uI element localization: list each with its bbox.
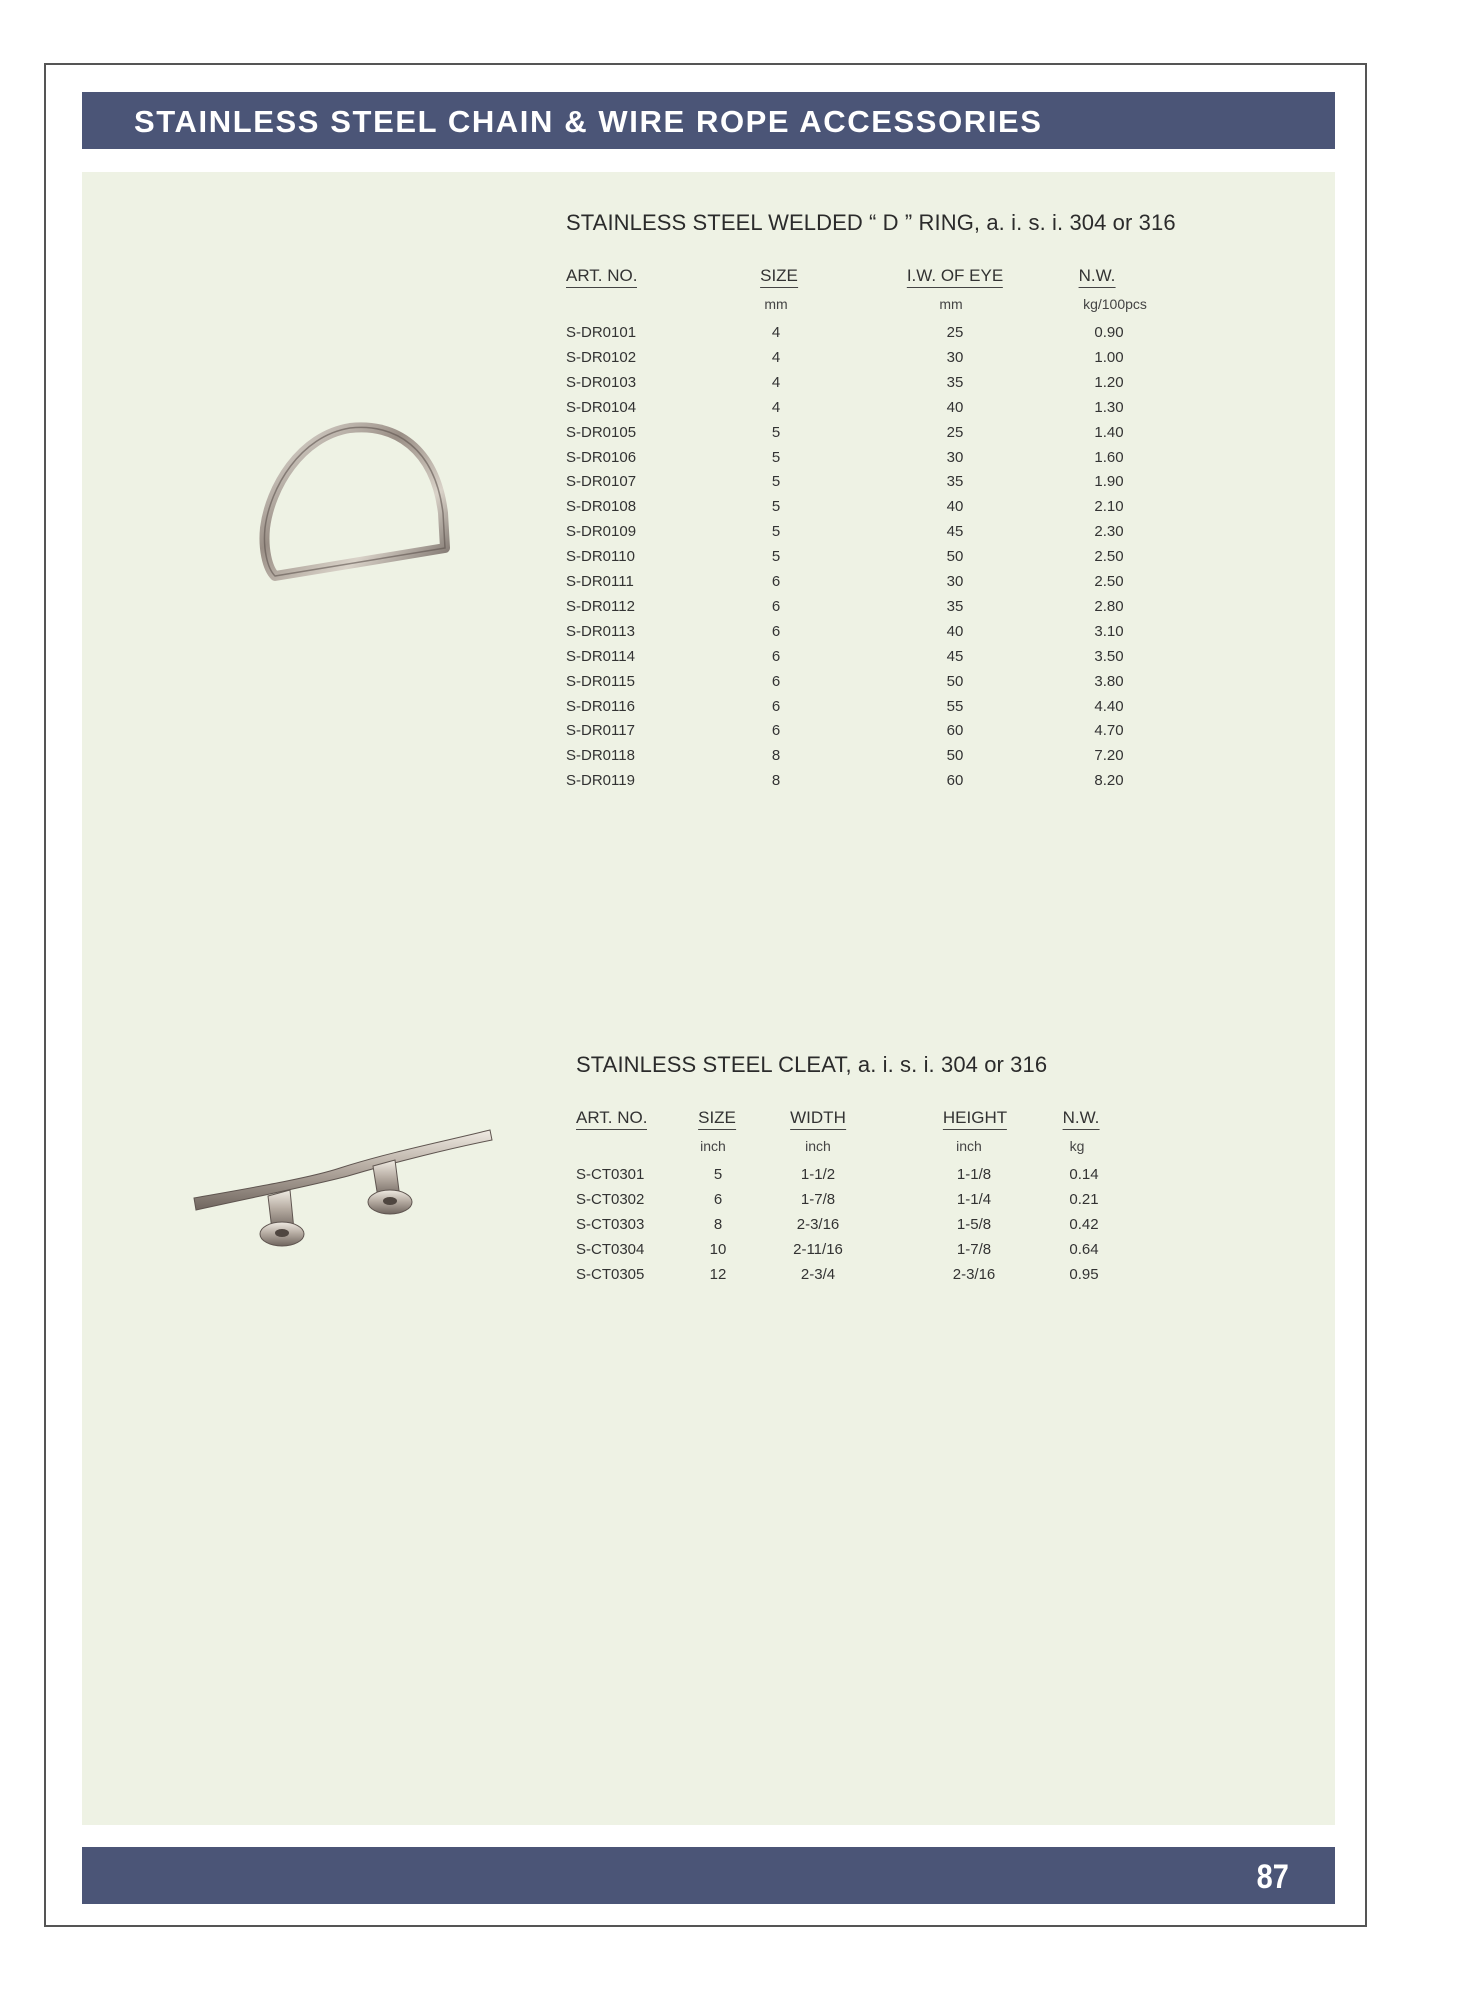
table-cell: 4 (771, 373, 781, 391)
table-cell: 40 (946, 498, 964, 516)
table-cell: 4.70 (1094, 722, 1124, 740)
table-cell: 30 (946, 573, 964, 590)
table-cell: 12 (709, 1265, 727, 1283)
table-cell: 10 (709, 1240, 727, 1258)
table-cell: S-DR0113 (566, 622, 635, 640)
col-nw: N.W. (1063, 1108, 1100, 1128)
table-cell: 1-7/8 (800, 1190, 836, 1208)
table-cell: 6 (713, 1190, 723, 1208)
table-cell: S-DR0105 (566, 423, 637, 441)
table-cell: 6 (771, 622, 781, 640)
table-cell: 6 (771, 647, 781, 665)
table-cell: 1.20 (1094, 373, 1124, 391)
col-art-no: ART. NO. (576, 1108, 647, 1128)
table-cell: 5 (771, 448, 781, 466)
table-cell: S-DR0114 (566, 647, 635, 665)
table-cell: 35 (946, 373, 964, 391)
col-art-no: ART. NO. (566, 266, 637, 286)
table-cell: 5 (771, 523, 781, 541)
unit-width: inch (805, 1138, 831, 1154)
table-cell: 8 (771, 772, 781, 790)
table-cell: 2.30 (1094, 523, 1124, 541)
col-nw: N.W. (1079, 266, 1116, 286)
table-cell: S-DR0117 (566, 722, 635, 740)
table-cell: S-CT0305 (576, 1265, 645, 1283)
d-ring-title: STAINLESS STEEL WELDED “ D ” RING, a. i. s. i. 304 or 316 (566, 210, 1176, 235)
table-cell: 2.50 (1094, 548, 1124, 566)
cleat-title: STAINLESS STEEL CLEAT, a. i. s. i. 304 or 316 (576, 1052, 1048, 1077)
col-width: WIDTH (790, 1108, 846, 1128)
unit-iw: mm (939, 296, 963, 312)
table-cell: 0.42 (1069, 1215, 1099, 1233)
table-cell: S-DR0110 (566, 548, 635, 566)
table-cell: 30 (946, 448, 964, 466)
table-cell: 1-5/8 (956, 1215, 992, 1233)
unit-nw: kg/100pcs (1083, 296, 1147, 312)
table-cell: 3.50 (1094, 647, 1124, 665)
table-cell: S-DR0108 (566, 498, 637, 516)
table-cell: 1-1/8 (956, 1166, 992, 1183)
footer-bar (82, 1847, 1335, 1904)
table-cell: 6 (771, 697, 781, 715)
table-cell: S-CT0302 (576, 1190, 645, 1208)
table-cell: S-DR0118 (566, 747, 635, 765)
table-cell: 5 (771, 423, 781, 441)
table-cell: 2.50 (1094, 573, 1124, 590)
table-cell: 50 (946, 747, 964, 765)
table-cell: 0.21 (1069, 1190, 1099, 1208)
table-cell: 25 (946, 423, 964, 441)
page-number: 87 (1256, 1858, 1289, 1896)
table-cell: 45 (946, 647, 964, 665)
table-cell: 1-1/4 (956, 1190, 992, 1208)
table-cell: 1.00 (1094, 348, 1124, 366)
unit-size: inch (700, 1138, 726, 1154)
table-cell: 0.90 (1094, 324, 1124, 341)
table-cell: 5 (771, 548, 781, 566)
table-cell: S-DR0115 (566, 672, 635, 690)
table-cell: 2-3/16 (796, 1215, 840, 1233)
table-cell: 40 (946, 398, 964, 416)
table-cell: S-DR0109 (566, 523, 637, 541)
table-cell: 1-7/8 (956, 1240, 992, 1258)
table-cell: S-DR0103 (566, 373, 637, 391)
table-cell: 3.10 (1094, 622, 1124, 640)
table-cell: S-DR0101 (566, 324, 637, 341)
table-cell: 2-3/4 (800, 1265, 836, 1283)
table-cell: 60 (946, 722, 964, 740)
header-bar (82, 92, 1335, 149)
col-size: SIZE (698, 1108, 736, 1128)
unit-height: inch (956, 1138, 982, 1154)
table-cell: S-DR0112 (566, 597, 635, 615)
table-cell: S-DR0111 (566, 573, 634, 590)
table-cell: 6 (771, 597, 781, 615)
col-iw-of-eye: I.W. OF EYE (907, 266, 1003, 286)
table-cell: 1-1/2 (800, 1166, 836, 1183)
table-cell: S-DR0104 (566, 398, 637, 416)
table-cell: 35 (946, 473, 964, 491)
table-cell: 4 (771, 324, 781, 341)
table-cell: 8.20 (1094, 772, 1124, 790)
table-cell: 40 (946, 622, 964, 640)
cleat-image (190, 1118, 495, 1258)
table-cell: 50 (946, 548, 964, 566)
table-cell: 0.14 (1069, 1166, 1099, 1183)
table-cell: 1.40 (1094, 423, 1124, 441)
table-cell: 45 (946, 523, 964, 541)
table-cell: S-CT0301 (576, 1166, 645, 1183)
table-cell: 2-3/16 (952, 1265, 996, 1283)
d-ring-image (255, 418, 455, 588)
table-cell: 5 (771, 498, 781, 516)
table-cell: S-DR0107 (566, 473, 637, 491)
table-cell: 6 (771, 573, 781, 590)
table-cell: S-DR0116 (566, 697, 635, 715)
table-cell: 8 (771, 747, 781, 765)
table-cell: 3.80 (1094, 672, 1124, 690)
table-cell: 7.20 (1094, 747, 1124, 765)
table-cell: S-CT0303 (576, 1215, 645, 1233)
unit-size: mm (764, 296, 788, 312)
table-cell: 0.64 (1069, 1240, 1099, 1258)
table-cell: S-DR0102 (566, 348, 637, 366)
table-cell: 30 (946, 348, 964, 366)
table-cell: 55 (946, 697, 964, 715)
table-cell: 0.95 (1069, 1265, 1099, 1283)
table-cell: 1.60 (1094, 448, 1124, 466)
table-cell: 8 (713, 1215, 723, 1233)
col-height: HEIGHT (943, 1108, 1007, 1128)
unit-nw: kg (1069, 1138, 1085, 1154)
table-cell: 6 (771, 672, 781, 690)
table-cell: 5 (713, 1166, 723, 1183)
table-cell: 2.10 (1094, 498, 1124, 516)
table-cell: 4.40 (1094, 697, 1124, 715)
table-cell: 5 (771, 473, 781, 491)
page-title: STAINLESS STEEL CHAIN & WIRE ROPE ACCESSORIES (134, 104, 1043, 139)
table-cell: 2-11/16 (793, 1240, 843, 1258)
table-cell: 50 (946, 672, 964, 690)
table-cell: 4 (771, 398, 781, 416)
table-cell: S-DR0106 (566, 448, 637, 466)
table-cell: S-DR0119 (566, 772, 635, 790)
table-cell: 1.30 (1094, 398, 1124, 416)
col-size: SIZE (760, 266, 798, 286)
table-cell: 60 (946, 772, 964, 790)
table-cell: S-CT0304 (576, 1240, 645, 1258)
table-cell: 1.90 (1094, 473, 1124, 491)
table-cell: 35 (946, 597, 964, 615)
table-cell: 4 (771, 348, 781, 366)
table-cell: 2.80 (1094, 597, 1124, 615)
table-cell: 6 (771, 722, 781, 740)
table-cell: 25 (946, 324, 964, 341)
